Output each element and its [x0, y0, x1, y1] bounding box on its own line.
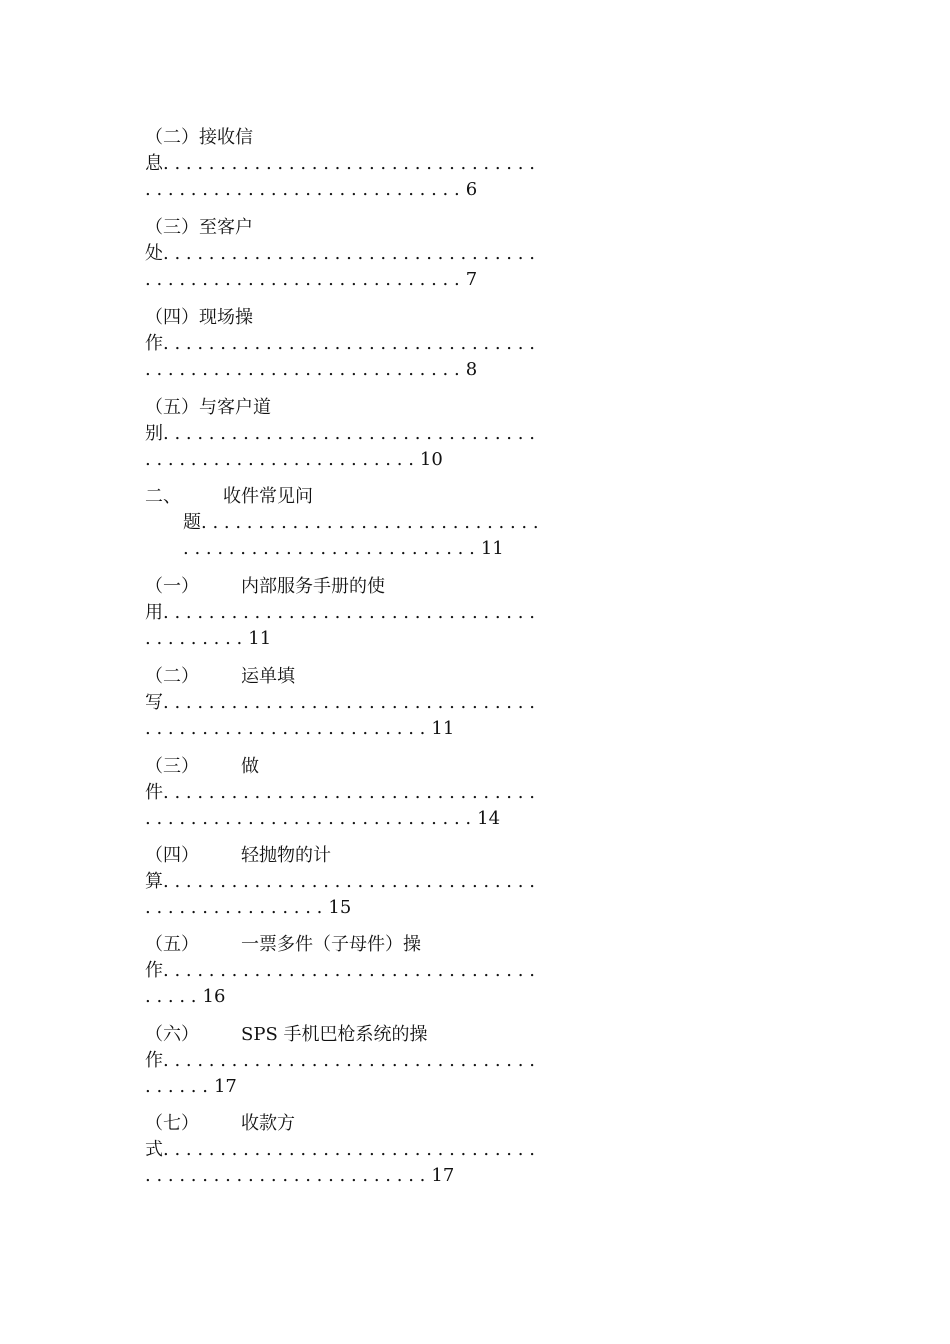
dot-leader: . . . . . . . . . . . . . . . . . . . . . . . . . . . . . .	[201, 512, 539, 533]
dot-leader: . . . . . .	[145, 1076, 208, 1097]
toc-entry-page-number: 11	[248, 628, 272, 649]
toc-entry-title: 内部服务手册的使	[241, 576, 385, 597]
toc-entry[interactable]	[145, 215, 805, 295]
toc-entry-page-line	[145, 1074, 237, 1100]
toc-entry-leader-line	[145, 151, 535, 177]
toc-entry[interactable]	[145, 1111, 805, 1191]
toc-entry-title: 至客户	[199, 217, 253, 238]
toc-entry-heading	[145, 843, 331, 869]
dot-leader: . . . . . . . . . . . . . . . . . . . . . . . . .	[145, 718, 426, 739]
dot-leader: . . . . . . . . .	[145, 628, 243, 649]
toc-entry-leader-line	[183, 510, 539, 536]
toc-entry-number: （三）	[145, 217, 199, 238]
dot-leader: . . . . . . . . . . . . . . . . . . . . . . . . . . . . . . . . .	[163, 333, 535, 354]
toc-entry-title-tail: 写	[145, 692, 163, 713]
toc-entry-heading	[145, 1022, 428, 1048]
dot-leader: . . . . . . . . . . . . . . . . . . . . . . . . . . . . . . . . .	[163, 602, 535, 623]
toc-entry[interactable]	[145, 484, 805, 564]
toc-entry-leader-line	[145, 958, 535, 984]
toc-entry-heading	[145, 395, 271, 421]
dot-leader: . . . . . . . . . . . . . . . . . . . . . . . . . . . .	[145, 269, 460, 290]
toc-entry-page-line	[145, 267, 477, 293]
toc-entry-leader-line	[145, 421, 535, 447]
dot-leader: . . . . .	[145, 986, 197, 1007]
toc-entry-title-tail: 处	[145, 243, 163, 264]
toc-entry-number: （二）	[145, 127, 199, 148]
toc-entry-page-number: 17	[213, 1076, 237, 1097]
toc-entry-title-tail: 息	[145, 153, 163, 174]
dot-leader: . . . . . . . . . . . . . . . . . . . . . . . . . . . . . . . . .	[163, 423, 535, 444]
toc-entry-heading	[145, 664, 295, 690]
toc-entry-title-tail: 作	[145, 333, 163, 354]
toc-entry-title: 收款方	[241, 1113, 295, 1134]
toc-entry-title: 与客户道	[199, 397, 271, 418]
dot-leader: . . . . . . . . . . . . . . . . . . . . . . . . . . . . .	[145, 808, 472, 829]
dot-leader: . . . . . . . . . . . . . . . . . . . . . . . . . . . . . . . . .	[163, 153, 535, 174]
toc-entry-number: （三）	[145, 756, 199, 777]
toc-entry-heading	[145, 125, 253, 151]
toc-entry-title-tail: 件	[145, 782, 163, 803]
toc-entry[interactable]	[145, 395, 805, 475]
toc-entry-number: （四）	[145, 845, 199, 866]
toc-entry-page-line	[145, 895, 351, 921]
toc-entry-page-number: 6	[465, 179, 478, 200]
toc-entry-leader-line	[145, 1137, 535, 1163]
toc-entry-page-line	[145, 357, 477, 383]
toc-entry-page-line	[145, 806, 500, 832]
toc-entry-page-line	[145, 716, 454, 742]
toc-entry-title: 收件常见问	[223, 486, 313, 507]
dot-leader: . . . . . . . . . . . . . . . . . . . . . . . . . . . . . . . . .	[163, 871, 535, 892]
toc-entry-page-number: 11	[431, 718, 455, 739]
dot-leader: . . . . . . . . . . . . . . . . . . . . . . . . . . . . . . . . .	[163, 960, 535, 981]
toc-entry-page-line	[145, 447, 443, 473]
toc-entry-leader-line	[145, 600, 535, 626]
toc-entry[interactable]	[145, 305, 805, 385]
toc-entry-page-number: 10	[419, 449, 443, 470]
toc-entry-page-line	[145, 626, 271, 652]
toc-entry-number: （七）	[145, 1113, 199, 1134]
toc-entry-page-number: 14	[477, 808, 501, 829]
dot-leader: . . . . . . . . . . . . . . . . . . . . . . . . . . . .	[145, 359, 460, 380]
toc-entry-title-tail: 用	[145, 602, 163, 623]
dot-leader: . . . . . . . . . . . . . . . . . . . . . . . . .	[145, 1165, 426, 1186]
toc-entry-leader-line	[145, 1048, 535, 1074]
dot-leader: . . . . . . . . . . . . . . . .	[145, 897, 323, 918]
toc-entry-title-tail: 作	[145, 960, 163, 981]
toc-entry-page-line	[145, 177, 477, 203]
toc-entry-page-number: 17	[431, 1165, 455, 1186]
toc-entry-number: （六）	[145, 1024, 199, 1045]
toc-entry-title-tail: 别	[145, 423, 163, 444]
toc-entry-title: 接收信	[199, 127, 253, 148]
toc-entry-title: 做	[241, 756, 259, 777]
toc-entry-number: 二、	[145, 486, 181, 507]
toc-entry-leader-line	[145, 780, 535, 806]
toc-entry-leader-line	[145, 241, 535, 267]
toc-entry[interactable]	[145, 843, 805, 923]
toc-entry-leader-line	[145, 331, 535, 357]
toc-entry-number: （二）	[145, 666, 199, 687]
toc-entry-title: SPS 手机巴枪系统的操	[241, 1024, 428, 1045]
toc-entry-title: 一票多件（子母件）操	[241, 934, 421, 955]
toc-entry-heading	[145, 215, 253, 241]
toc-entry-leader-line	[145, 690, 535, 716]
toc-entry-title-tail: 式	[145, 1139, 163, 1160]
dot-leader: . . . . . . . . . . . . . . . . . . . . . . . . . . . . . . . . .	[163, 243, 535, 264]
toc-entry-title-tail: 算	[145, 871, 163, 892]
toc-entry-title-tail: 作	[145, 1050, 163, 1071]
toc-entry[interactable]	[145, 574, 805, 654]
toc-entry-number: （一）	[145, 576, 199, 597]
dot-leader: . . . . . . . . . . . . . . . . . . . . . . . . . . . . . . . . .	[163, 1139, 535, 1160]
toc-entry[interactable]	[145, 664, 805, 744]
dot-leader: . . . . . . . . . . . . . . . . . . . . . . . . . . . . . . . . .	[163, 782, 535, 803]
toc-entry-heading	[145, 932, 421, 958]
dot-leader: . . . . . . . . . . . . . . . . . . . . . . . . . . . .	[145, 179, 460, 200]
toc-entry-number: （五）	[145, 934, 199, 955]
toc-entry-leader-line	[145, 869, 535, 895]
toc-entry-title: 现场操	[199, 307, 253, 328]
toc-entry-heading	[145, 574, 385, 600]
toc-entry[interactable]	[145, 754, 805, 834]
toc-entry[interactable]	[145, 932, 805, 1012]
toc-entry[interactable]	[145, 1022, 805, 1102]
toc-entry-number: （五）	[145, 397, 199, 418]
toc-entry-heading	[145, 484, 313, 510]
toc-entry-page-number: 7	[465, 269, 478, 290]
toc-entry-title: 运单填	[241, 666, 295, 687]
toc-entry-title: 轻抛物的计	[241, 845, 331, 866]
toc-entry-heading	[145, 754, 259, 780]
toc-entry-heading	[145, 305, 253, 331]
toc-entry-page-line	[145, 1163, 454, 1189]
toc-entry-page-number: 8	[465, 359, 478, 380]
toc-entry-page-line	[183, 536, 504, 562]
dot-leader: . . . . . . . . . . . . . . . . . . . . . . . .	[145, 449, 414, 470]
toc-entry[interactable]	[145, 125, 805, 205]
toc-entry-page-number: 11	[480, 538, 504, 559]
toc-entry-page-number: 15	[328, 897, 352, 918]
toc-entry-heading	[145, 1111, 295, 1137]
toc-entry-title-tail: 题	[183, 512, 201, 533]
dot-leader: . . . . . . . . . . . . . . . . . . . . . . . . . .	[183, 538, 475, 559]
dot-leader: . . . . . . . . . . . . . . . . . . . . . . . . . . . . . . . . .	[163, 1050, 535, 1071]
dot-leader: . . . . . . . . . . . . . . . . . . . . . . . . . . . . . . . . .	[163, 692, 535, 713]
toc-entry-number: （四）	[145, 307, 199, 328]
toc-entry-page-line	[145, 984, 225, 1010]
toc-entry-page-number: 16	[202, 986, 226, 1007]
